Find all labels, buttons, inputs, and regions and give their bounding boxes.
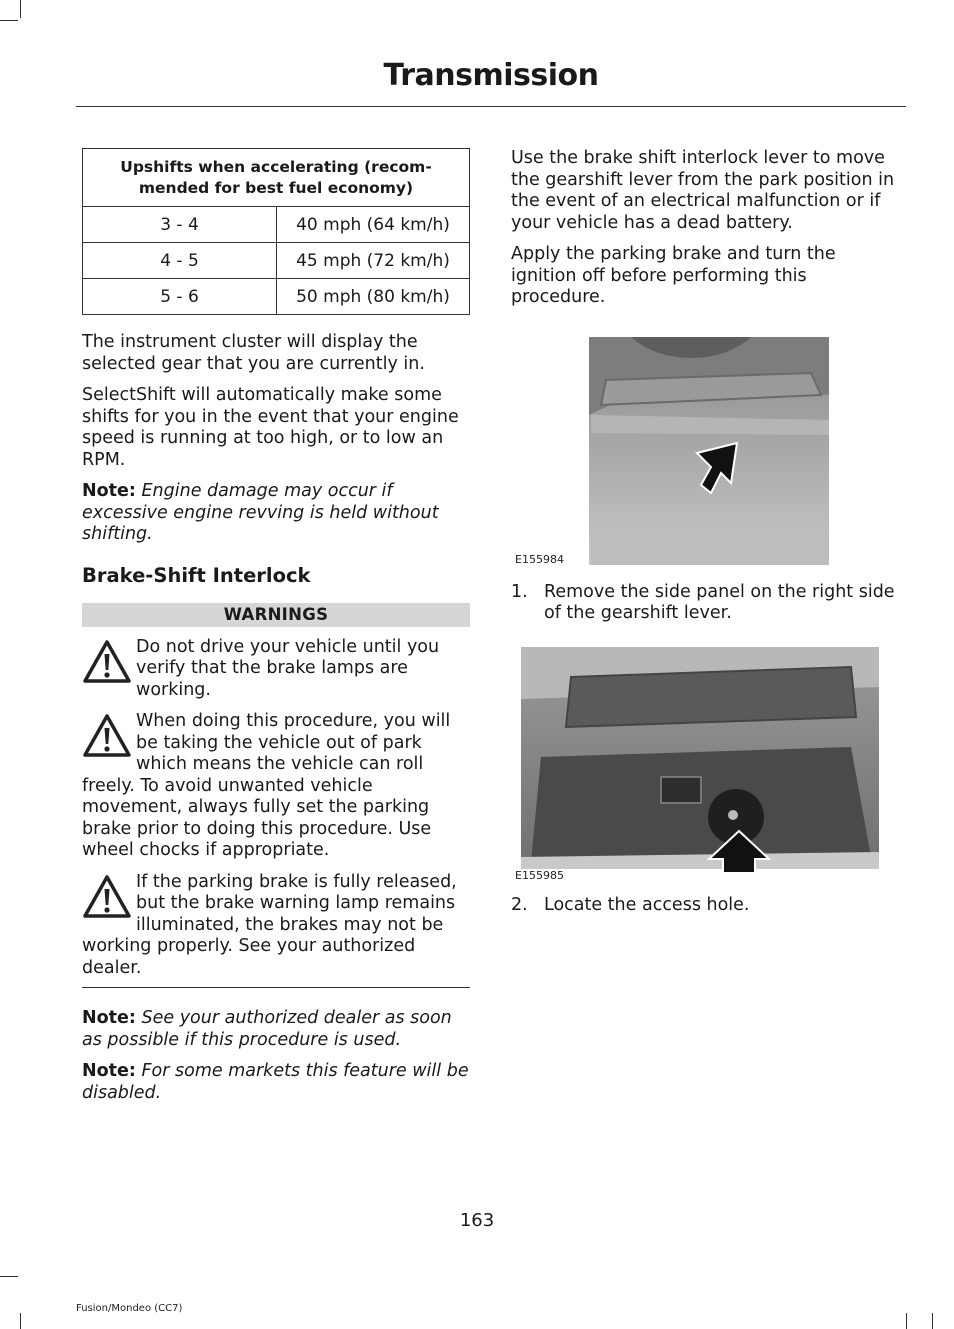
note (82, 1008, 470, 1051)
step-number: 1. (511, 581, 528, 602)
warning-item (82, 872, 470, 980)
figure-code: E155985 (515, 868, 564, 882)
step-item (511, 582, 903, 625)
note-text: See your authorized dealer as soon as possible if this procedure is used. (82, 1008, 452, 1050)
speed-cell: 50 mph (80 km/h) (277, 279, 470, 315)
warning-text: Do not drive your vehicle until you verify that the brake lamps are working. (136, 636, 440, 700)
crop-mark (906, 1313, 907, 1329)
gear-cell: 3 - 4 (83, 207, 277, 243)
crop-mark (20, 0, 21, 18)
note-text: For some markets this feature will be disabled. (82, 1061, 469, 1103)
left-column (82, 148, 470, 1104)
warning-triangle-icon (82, 874, 132, 920)
warning-text: If the parking brake is fully released, but the brake warning lamp remains illuminated, the brakes may not be working properly. See your authorized dealer. (82, 871, 457, 978)
crop-mark (20, 1313, 21, 1329)
figure-access-hole (511, 647, 903, 887)
table-row (83, 279, 470, 315)
paragraph: SelectShift will automatically make some shifts for you in the event that your engine speed is running at too high, or to low an RPM. (82, 385, 459, 470)
step-text: Locate the access hole. (544, 894, 750, 915)
table-row (83, 207, 470, 243)
gear-cell: 4 - 5 (83, 243, 277, 279)
warning-triangle-icon (82, 713, 132, 759)
step-number: 2. (511, 894, 528, 915)
warning-item (82, 637, 470, 702)
note-text: Engine damage may occur if excessive engine revving is held without shifting. (82, 481, 439, 544)
note (82, 1061, 470, 1104)
crop-mark (932, 1313, 933, 1329)
paragraph: The instrument cluster will display the selected gear that you are currently in. (82, 332, 425, 374)
paragraph: Use the brake shift interlock lever to move the gearshift lever from the park position in the event of an electrical malfunction or if your vehicle has a dead battery. (511, 148, 895, 233)
table-heading: Upshifts when accelerating (recom- mended for best fuel economy) (83, 149, 470, 207)
upshift-table (82, 148, 470, 315)
note (82, 481, 470, 546)
gear-cell: 5 - 6 (83, 279, 277, 315)
crop-mark (0, 20, 18, 21)
crop-mark (0, 1276, 18, 1277)
title-rule (76, 106, 906, 107)
warnings-end-rule (82, 987, 470, 988)
note-label: Note: (82, 481, 136, 501)
page-number: 163 (459, 1210, 495, 1231)
figure-gearshift-panel (511, 325, 903, 570)
warning-text: When doing this procedure, you will be taking the vehicle out of park which means the vehicle can roll freely. To avoid unwanted vehicle movement, always fully set the parking brake prior to doing this procedure. Use wheel chocks if appropriate. (82, 711, 451, 860)
paragraph: Apply the parking brake and turn the ignition off before performing this procedure. (511, 244, 836, 307)
note-label: Note: (82, 1008, 136, 1028)
warning-triangle-icon (82, 639, 132, 685)
warning-item (82, 711, 470, 862)
right-column (511, 148, 903, 916)
step-text: Remove the side panel on the right side of the gearshift lever. (544, 581, 895, 623)
access-hole-photo (511, 647, 903, 887)
table-row (83, 243, 470, 279)
note-label: Note: (82, 1061, 136, 1081)
page-title: Transmission (383, 58, 599, 93)
warnings-header: WARNINGS (82, 603, 470, 627)
speed-cell: 40 mph (64 km/h) (277, 207, 470, 243)
section-heading: Brake-Shift Interlock (82, 563, 311, 587)
figure-code: E155984 (515, 552, 564, 566)
speed-cell: 45 mph (72 km/h) (277, 243, 470, 279)
footer-model: Fusion/Mondeo (CC7) (76, 1303, 183, 1314)
gearshift-photo (511, 325, 903, 570)
step-item (511, 895, 903, 917)
